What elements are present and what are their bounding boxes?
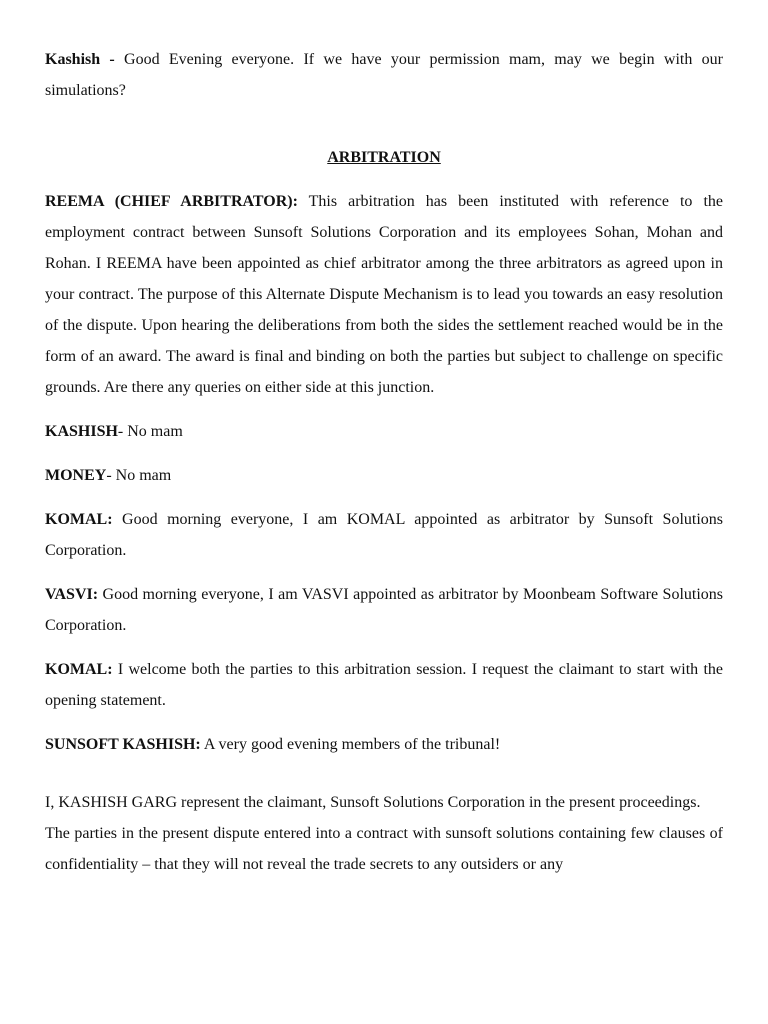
speaker-name: Kashish - <box>45 51 115 68</box>
dialogue-paragraph <box>45 729 723 760</box>
speaker-name: VASVI: <box>45 586 99 603</box>
speaker-name: SUNSOFT KASHISH: <box>45 736 201 753</box>
statement-paragraph: The parties in the present dispute entered into a contract with sunsoft solutions containing few clauses of confidentiality – that they will not reveal the trade secrets to any outsiders or any <box>45 825 723 873</box>
dialogue-text: - No mam <box>106 467 172 484</box>
section-title: ARBITRATION <box>327 149 441 166</box>
intro-paragraph <box>45 44 723 106</box>
dialogue-paragraph <box>45 504 723 566</box>
statement-paragraph: I, KASHISH GARG represent the claimant, Sunsoft Solutions Corporation in the present proceedings. <box>45 794 701 811</box>
dialogue-text: Good Evening everyone. If we have your permission mam, may we begin with our simulations? <box>45 51 723 99</box>
dialogue-text: - No mam <box>117 423 183 440</box>
dialogue-text: I welcome both the parties to this arbitration session. I request the claimant to start with the opening statement. <box>45 661 723 709</box>
document-page <box>45 44 723 880</box>
dialogue-paragraph <box>45 416 723 447</box>
dialogue-text: This arbitration has been instituted with reference to the employment contract between Sunsoft Solutions Corporation and its employees Sohan, Mohan and Rohan. I REEMA have been appointed as chief arbitrator among the three arbitrators as agreed upon in your contract. The purpose of this Alternate Dispute Mechanism is to lead you towards an easy resolution of the dispute. Upon hearing the deliberations from both the sides the settlement reached would be in the form of an award. The award is final and binding on both the parties but subject to challenge on specific grounds. Are there any queries on either side at this junction. <box>45 193 723 396</box>
dialogue-text: A very good evening members of the tribunal! <box>200 736 501 753</box>
speaker-name: KOMAL: <box>45 511 113 528</box>
dialogue-paragraph <box>45 460 723 491</box>
dialogue-text: Good morning everyone, I am KOMAL appointed as arbitrator by Sunsoft Solutions Corporation. <box>45 511 723 559</box>
speaker-name: KOMAL: <box>45 661 113 678</box>
speaker-name: MONEY <box>45 467 107 484</box>
speaker-name: KASHISH <box>45 423 118 440</box>
dialogue-paragraph <box>45 186 723 403</box>
dialogue-paragraph <box>45 654 723 716</box>
dialogue-paragraph <box>45 579 723 641</box>
dialogue-text: Good morning everyone, I am VASVI appointed as arbitrator by Moonbeam Software Solutions Corporation. <box>45 586 723 634</box>
speaker-name: REEMA (CHIEF ARBITRATOR): <box>45 193 298 210</box>
